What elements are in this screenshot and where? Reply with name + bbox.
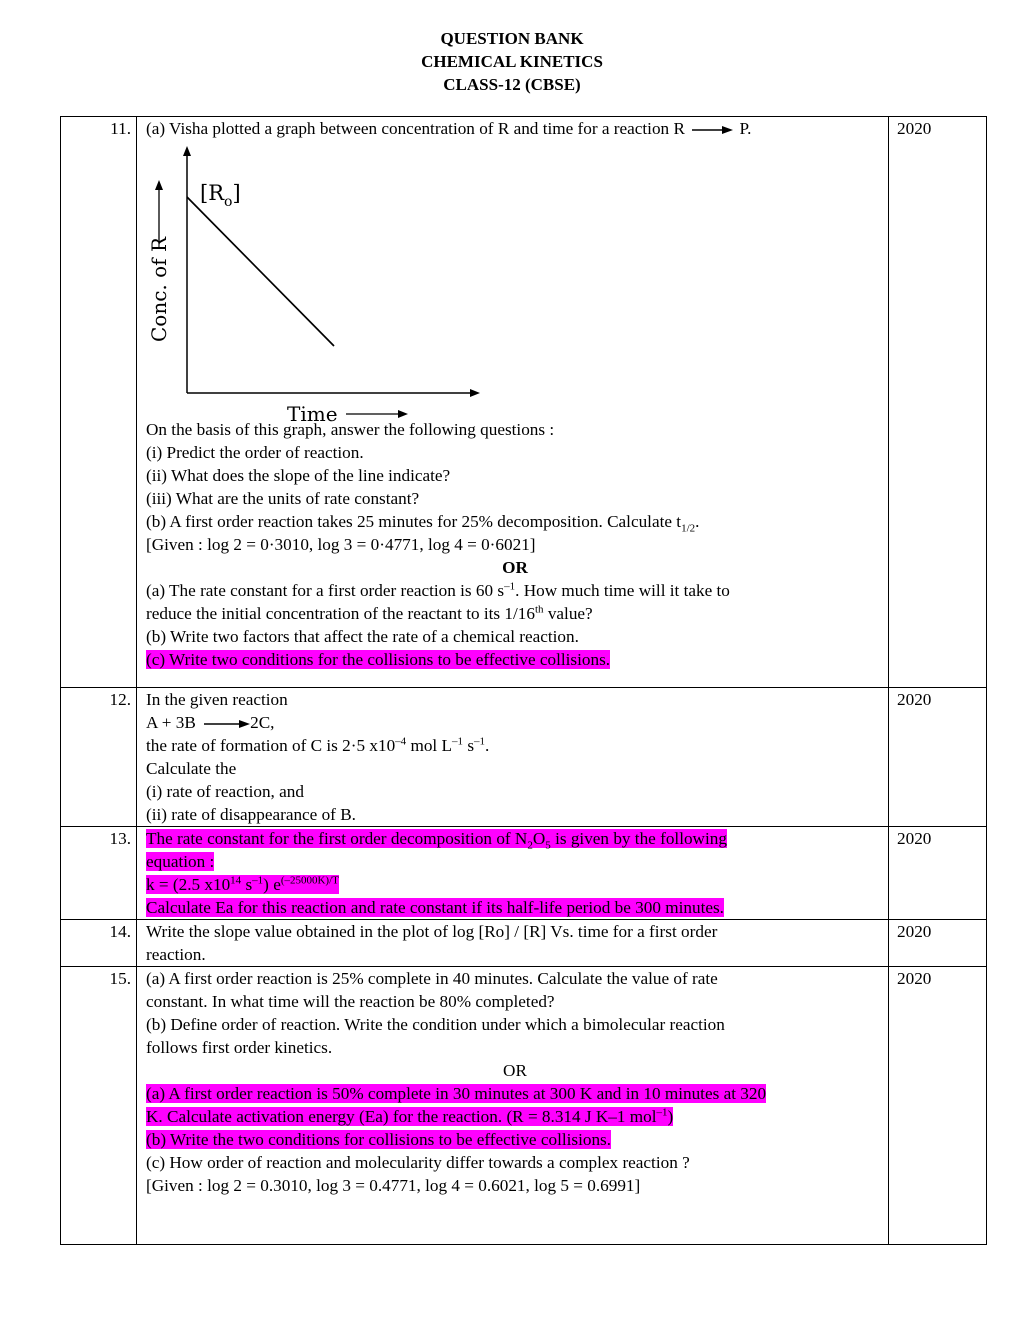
- x-axis-arrow-icon: [470, 389, 480, 397]
- question-year: 2020: [889, 117, 987, 688]
- question-row-14: [61, 920, 987, 967]
- question-row-15: [61, 967, 987, 1245]
- question-row-11: [61, 117, 987, 688]
- or-separator: OR: [503, 1061, 527, 1080]
- q15-line: (a) A first order reaction is 25% complete in 40 minutes. Calculate the value of rate: [146, 969, 718, 988]
- reaction-arrow-icon: [200, 719, 250, 729]
- y-axis-label: Conc. of R: [147, 237, 171, 342]
- q11-intro-text: (a) Visha plotted a graph between concentration of R and time for a reaction R: [146, 119, 685, 138]
- q15-line: [Given : log 2 = 0.3010, log 3 = 0.4771, log 4 = 0.6021, log 5 = 0.6991]: [146, 1176, 641, 1195]
- question-row-13: [61, 827, 987, 920]
- header-class: CLASS-12 (CBSE): [443, 75, 581, 94]
- q12-line: (i) rate of reaction, and: [146, 782, 304, 801]
- or-separator: OR: [502, 558, 528, 577]
- concentration-line: [187, 197, 334, 346]
- q11-line: On the basis of this graph, answer the following questions :: [146, 420, 555, 439]
- question-year: 2020: [889, 688, 987, 827]
- q11-line: (ii) What does the slope of the line indicate?: [146, 466, 451, 485]
- question-row-12: [61, 688, 987, 827]
- q13-line-highlighted: The rate constant for the first order decomposition of $N_2O_5$ is given by the following: [146, 829, 727, 852]
- q15-line: (b) Define order of reaction. Write the condition under which a bimolecular reaction: [146, 1015, 725, 1034]
- q11-line: (b) A first order reaction takes 25 minutes for 25% decomposition. Calculate $t_{1/2}$.: [146, 512, 700, 535]
- question-number: 12.: [61, 688, 137, 827]
- q12-line: A + 3B 2C,: [146, 713, 275, 732]
- q13-line-highlighted: equation :: [146, 852, 215, 871]
- header-title: QUESTION BANK: [440, 29, 584, 48]
- document-header: [0, 27, 1024, 96]
- q12-line: Calculate the: [146, 759, 237, 778]
- q11-line-highlighted: (c) Write two conditions for the collisions to be effective collisions.: [146, 650, 611, 669]
- q11-intro-product: P.: [739, 119, 752, 138]
- q14-line: Write the slope value obtained in the plot of log [Ro] / [R] Vs. time for a first order: [146, 922, 718, 941]
- q14-line: reaction.: [146, 945, 206, 964]
- r0-label: $[R_o]$: [200, 181, 241, 210]
- question-number: 14.: [61, 920, 137, 967]
- question-year: 2020: [889, 967, 987, 1245]
- concentration-time-graph: [146, 142, 506, 426]
- q11-line: reduce the initial concentration of the reactant to its 1/16th value?: [146, 603, 593, 623]
- x-label-arrow-icon: [398, 410, 408, 418]
- y-label-arrow-icon: [155, 180, 163, 190]
- question-number: 13.: [61, 827, 137, 920]
- question-text: [137, 827, 889, 920]
- q11-line: (a) The rate constant for a first order reaction is 60 $s^{-1}$. How much time will it take to: [146, 580, 730, 600]
- q15-line-highlighted: (b) Write the two conditions for collisions to be effective collisions.: [146, 1130, 612, 1149]
- x-axis-label: Time: [287, 402, 338, 426]
- question-number: 15.: [61, 967, 137, 1245]
- question-year: 2020: [889, 827, 987, 920]
- q11-intro: [146, 117, 884, 140]
- question-text: [137, 688, 889, 827]
- q11-line: (b) Write two factors that affect the rate of a chemical reaction.: [146, 627, 579, 646]
- q15-line: constant. In what time will the reaction be 80% completed?: [146, 992, 555, 1011]
- q11-line: (i) Predict the order of reaction.: [146, 443, 364, 462]
- question-text: [137, 920, 889, 967]
- q11-line: (iii) What are the units of rate constant?: [146, 489, 420, 508]
- q15-line: follows first order kinetics.: [146, 1038, 333, 1057]
- q13-line-highlighted: Calculate Ea for this reaction and rate constant if its half-life period be 300 minutes.: [146, 898, 724, 917]
- question-text: [137, 117, 889, 688]
- q11-line: [Given : log 2 = 0·3010, log 3 = 0·4771, log 4 = 0·6021]: [146, 535, 536, 554]
- y-axis-arrow-icon: [183, 146, 191, 156]
- q13-line-highlighted: k = (2.5 $x10^{14}$ $s^{-1}$) $e^{(-25000K)/T}$: [146, 874, 339, 894]
- question-year: 2020: [889, 920, 987, 967]
- q12-line: the rate of formation of C is 2·5 $x10^{-4}$ mol $L^{-1}$ $s^{-1}$.: [146, 735, 490, 755]
- q12-line: In the given reaction: [146, 690, 288, 709]
- q12-line: (ii) rate of disappearance of B.: [146, 805, 356, 824]
- q15-line-highlighted: (a) A first order reaction is 50% complete in 30 minutes at 300 K and in 10 minutes at 320: [146, 1084, 767, 1103]
- question-text: [137, 967, 889, 1245]
- question-number: 11.: [61, 117, 137, 688]
- q15-line: (c) How order of reaction and molecularity differ towards a complex reaction ?: [146, 1153, 690, 1172]
- q15-line-highlighted: K. Calculate activation energy (Ea) for the reaction. (R = 8.314 J K–1 mol$^{-1}$): [146, 1106, 674, 1126]
- question-table: [60, 116, 987, 1245]
- header-subject: CHEMICAL KINETICS: [421, 52, 603, 71]
- reaction-arrow-icon: [689, 125, 735, 135]
